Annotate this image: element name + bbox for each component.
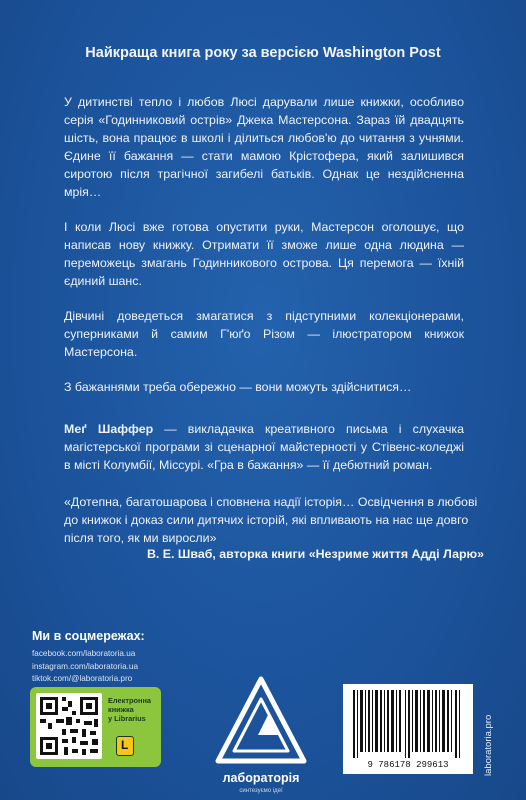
author-name: Меґ Шаффер xyxy=(64,422,154,436)
synopsis xyxy=(64,93,464,491)
blurb-quote: «Дотепна, багатошарова і сповнена надії історія… Освідчення в любові до книжок і доказ сили дитячих історій, які впливають на нас ще довго після того, як ми виросли» xyxy=(64,495,478,545)
publisher-site-text[interactable]: laboratoria.pro xyxy=(483,714,494,776)
librarius-logo-icon xyxy=(116,736,134,756)
author-bio xyxy=(64,420,464,474)
publisher-logo xyxy=(206,675,316,795)
ebook-badge xyxy=(30,687,161,767)
headline: Найкраща книга року за версією Washington Post xyxy=(85,45,441,61)
ebook-label-line: книжка xyxy=(108,705,134,714)
social-link-tiktok[interactable]: tiktok.com/@laboratoria.pro xyxy=(32,674,133,683)
ebook-label-line: у Librarius xyxy=(108,714,146,723)
barcode-icon xyxy=(343,686,473,760)
social-links xyxy=(32,648,138,686)
social-title: Ми в соцмережах: xyxy=(32,629,145,643)
isbn-barcode xyxy=(343,684,473,774)
blurb-author: В. Е. Шваб, авторка книги «Незриме життя Адді Ларю» xyxy=(146,547,484,561)
synopsis-paragraph: З бажаннями треба обережно — вони можуть здійснитися… xyxy=(64,380,412,394)
publisher-tagline: синтезуємо ідеї xyxy=(239,788,283,794)
triangle-logo-icon xyxy=(206,675,316,767)
social-link-facebook[interactable]: facebook.com/laboratoria.ua xyxy=(32,649,136,658)
social-link-instagram[interactable]: instagram.com/laboratoria.ua xyxy=(32,661,139,671)
qr-code-icon xyxy=(36,693,102,759)
publisher-site xyxy=(474,690,504,780)
ebook-label xyxy=(108,696,160,723)
author-bio-text: — викладачка креативного письма і слухачка магістерської програми зі сценарної майстерності у Стівенс-коледжі в місті Колумбії, Міссурі. «Гра в бажання» — її дебютний роман. xyxy=(64,422,464,472)
synopsis-paragraph: У дитинстві тепло і любов Люсі дарували лише книжки, особливо серія «Годинниковий острів» Джека Мастерсона. Зараз їй двадцять шість, вона працює в школі і ділиться любов'ю до читання з учнями. Єдине її бажання — стати мамою Крістофера, який залишився сиротою після трагічної загибелі батьків. Однак це нездійсненна мрія… xyxy=(64,95,464,199)
isbn-number: 9 786178 299613 xyxy=(367,760,449,770)
synopsis-paragraph: І коли Люсі вже готова опустити руки, Мастерсон оголошує, що написав нову книжку. Отримати її зможе лише одна людина — переможець змагань Годинникового острова. Ця перемога — їхній єдиний шанс. xyxy=(64,220,464,288)
synopsis-paragraph: Дівчині доведеться змагатися з підступними колекціонерами, суперниками й самим Г'юґо Різом — ілюстратором книжок Мастерсона. xyxy=(64,309,464,359)
publisher-name: лабораторія xyxy=(222,771,300,785)
ebook-label-line: Електронна xyxy=(108,696,152,705)
